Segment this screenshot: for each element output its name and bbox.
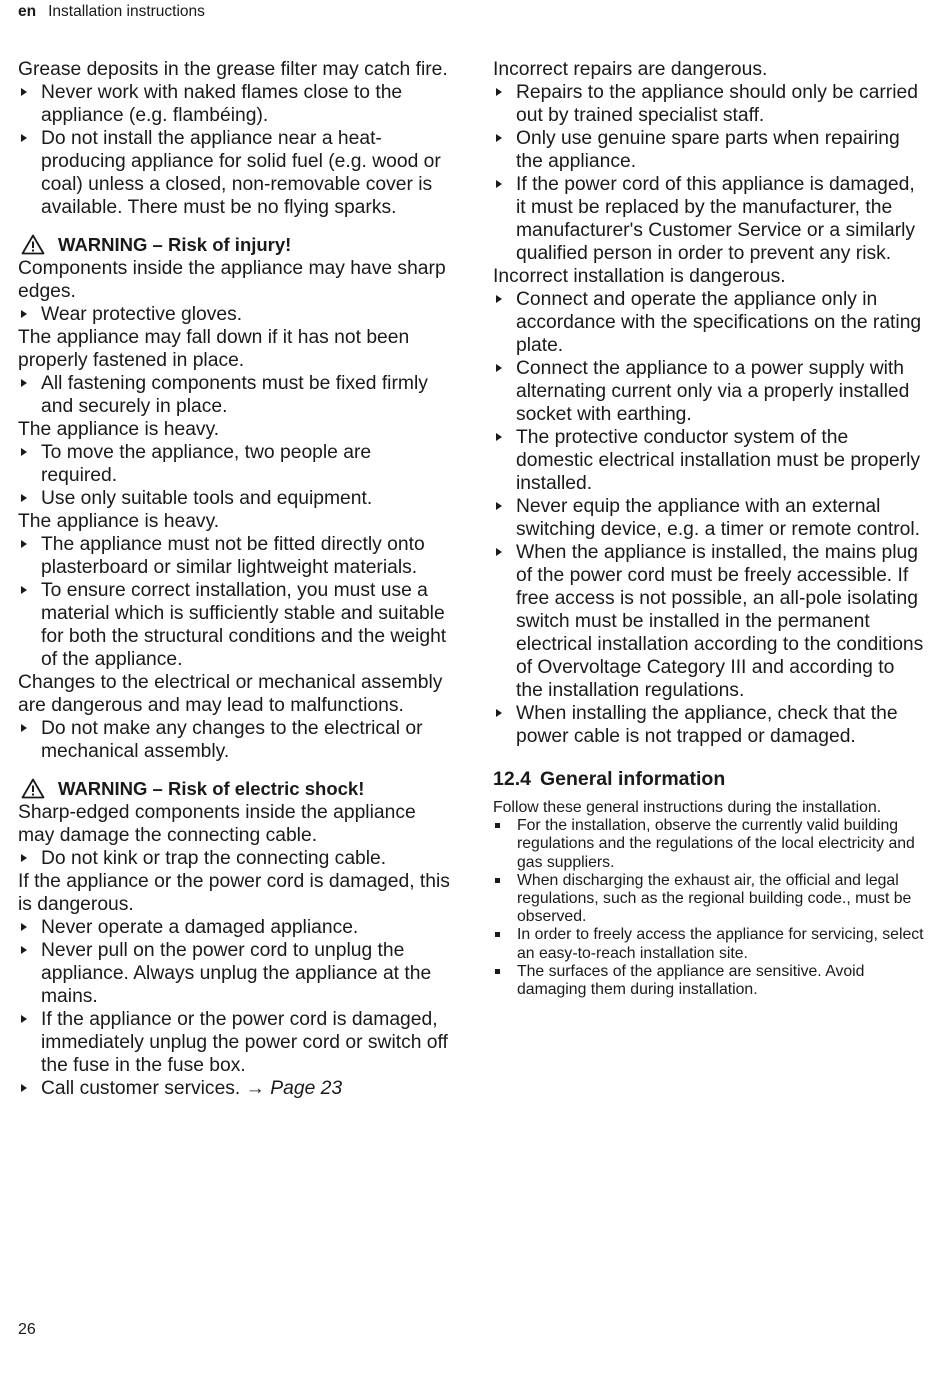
instruction-item: Connect the appliance to a power supply with alternating current only via a properly installed socket with earthing. <box>493 357 925 426</box>
page-reference-link[interactable]: Page 23 <box>270 1078 343 1099</box>
instruction-item: Only use genuine spare parts when repairing the appliance. <box>493 127 925 173</box>
warning-heading-electric-shock <box>18 777 450 800</box>
instruction-item: To move the appliance, two people are required. <box>18 441 450 487</box>
instruction-item: Do not install the appliance near a heat-producing appliance for solid fuel (e.g. wood or coal) unless a closed, non-removable cover is available. There must be no flying sparks. <box>18 127 450 219</box>
instruction-item: When the appliance is installed, the mains plug of the power cord must be freely accessible. If free access is not possible, an all-pole isolating switch must be installed in the permanent electrical installation according to the conditions of Overvoltage Category III and according to the installation regulations. <box>493 541 925 702</box>
hazard-text: Incorrect installation is dangerous. <box>493 266 786 287</box>
hazard-text: The appliance is heavy. <box>18 419 220 440</box>
right-column <box>493 58 925 999</box>
instruction-item: Wear protective gloves. <box>18 303 450 326</box>
instruction-item: To ensure correct installation, you must use a material which is sufficiently stable and suitable for both the structural conditions and the weight of the appliance. <box>18 579 450 671</box>
section-title: General information <box>539 768 726 790</box>
instruction-item: Never work with naked flames close to the appliance (e.g. flambéing). <box>18 81 450 127</box>
instruction-item: If the power cord of this appliance is damaged, it must be replaced by the manufacturer, the manufacturer's Customer Service or a similarly qualified person in order to prevent any risk. <box>493 173 925 265</box>
arrow-right-icon: → <box>245 1078 265 1099</box>
hazard-text: If the appliance or the power cord is damaged, this is dangerous. <box>18 871 450 915</box>
instruction-item: When installing the appliance, check that the power cable is not trapped or damaged. <box>493 702 925 748</box>
hazard-text: Sharp-edged components inside the appliance may damage the connecting cable. <box>18 802 416 846</box>
list-item: When discharging the exhaust air, the official and legal regulations, such as the regional building code., must be observed. <box>493 872 925 927</box>
page-number: 26 <box>18 1321 36 1338</box>
instruction-item: If the appliance or the power cord is damaged, immediately unplug the power cord or switch off the fuse in the fuse box. <box>18 1008 450 1077</box>
instruction-item: Do not kink or trap the connecting cable. <box>18 847 450 870</box>
hazard-text: Changes to the electrical or mechanical assembly are dangerous and may lead to malfunctions. <box>18 672 443 716</box>
instruction-item: All fastening components must be fixed firmly and securely in place. <box>18 372 450 418</box>
left-column <box>18 58 450 1100</box>
list-item: For the installation, observe the currently valid building regulations and the regulations of the local electricity and gas suppliers. <box>493 817 925 872</box>
list-item: The surfaces of the appliance are sensitive. Avoid damaging them during installation. <box>493 963 925 999</box>
instruction-item: Repairs to the appliance should only be carried out by trained specialist staff. <box>493 81 925 127</box>
warning-heading-text: WARNING – Risk of electric shock! <box>58 778 365 799</box>
warning-triangle-icon <box>21 778 45 799</box>
warning-heading-text: WARNING – Risk of injury! <box>58 234 292 255</box>
hazard-text: Components inside the appliance may have sharp edges. <box>18 258 446 302</box>
warning-triangle-icon <box>21 234 45 255</box>
language-code: en <box>18 3 37 20</box>
instruction-item: Never equip the appliance with an external switching device, e.g. a timer or remote control. <box>493 495 925 541</box>
instruction-item: The protective conductor system of the domestic electrical installation must be properly installed. <box>493 426 925 495</box>
list-item: In order to freely access the appliance for servicing, select an easy-to-reach installation site. <box>493 926 925 962</box>
section-heading <box>493 767 925 791</box>
instruction-item: Never pull on the power cord to unplug the appliance. Always unplug the appliance at the mains. <box>18 939 450 1008</box>
page-header <box>18 2 205 22</box>
instruction-item: Use only suitable tools and equipment. <box>18 487 450 510</box>
header-title: Installation instructions <box>48 3 205 20</box>
hazard-text: The appliance is heavy. <box>18 511 220 532</box>
hazard-text: Grease deposits in the grease filter may catch fire. <box>18 59 448 80</box>
section-intro: Follow these general instructions during the installation. <box>493 799 882 816</box>
hazard-text: The appliance may fall down if it has not been properly fastened in place. <box>18 327 410 371</box>
instruction-item: Never operate a damaged appliance. <box>18 916 450 939</box>
hazard-text: Incorrect repairs are dangerous. <box>493 59 768 80</box>
warning-heading-injury <box>18 233 450 256</box>
section-number: 12.4 <box>493 768 531 790</box>
instruction-text: Call customer services. <box>41 1078 241 1099</box>
instruction-item: The appliance must not be fitted directly onto plasterboard or similar lightweight materials. <box>18 533 450 579</box>
instruction-item: Do not make any changes to the electrical or mechanical assembly. <box>18 717 450 763</box>
instruction-item: Connect and operate the appliance only in accordance with the specifications on the rating plate. <box>493 288 925 357</box>
instruction-item-customer-services <box>18 1077 450 1100</box>
